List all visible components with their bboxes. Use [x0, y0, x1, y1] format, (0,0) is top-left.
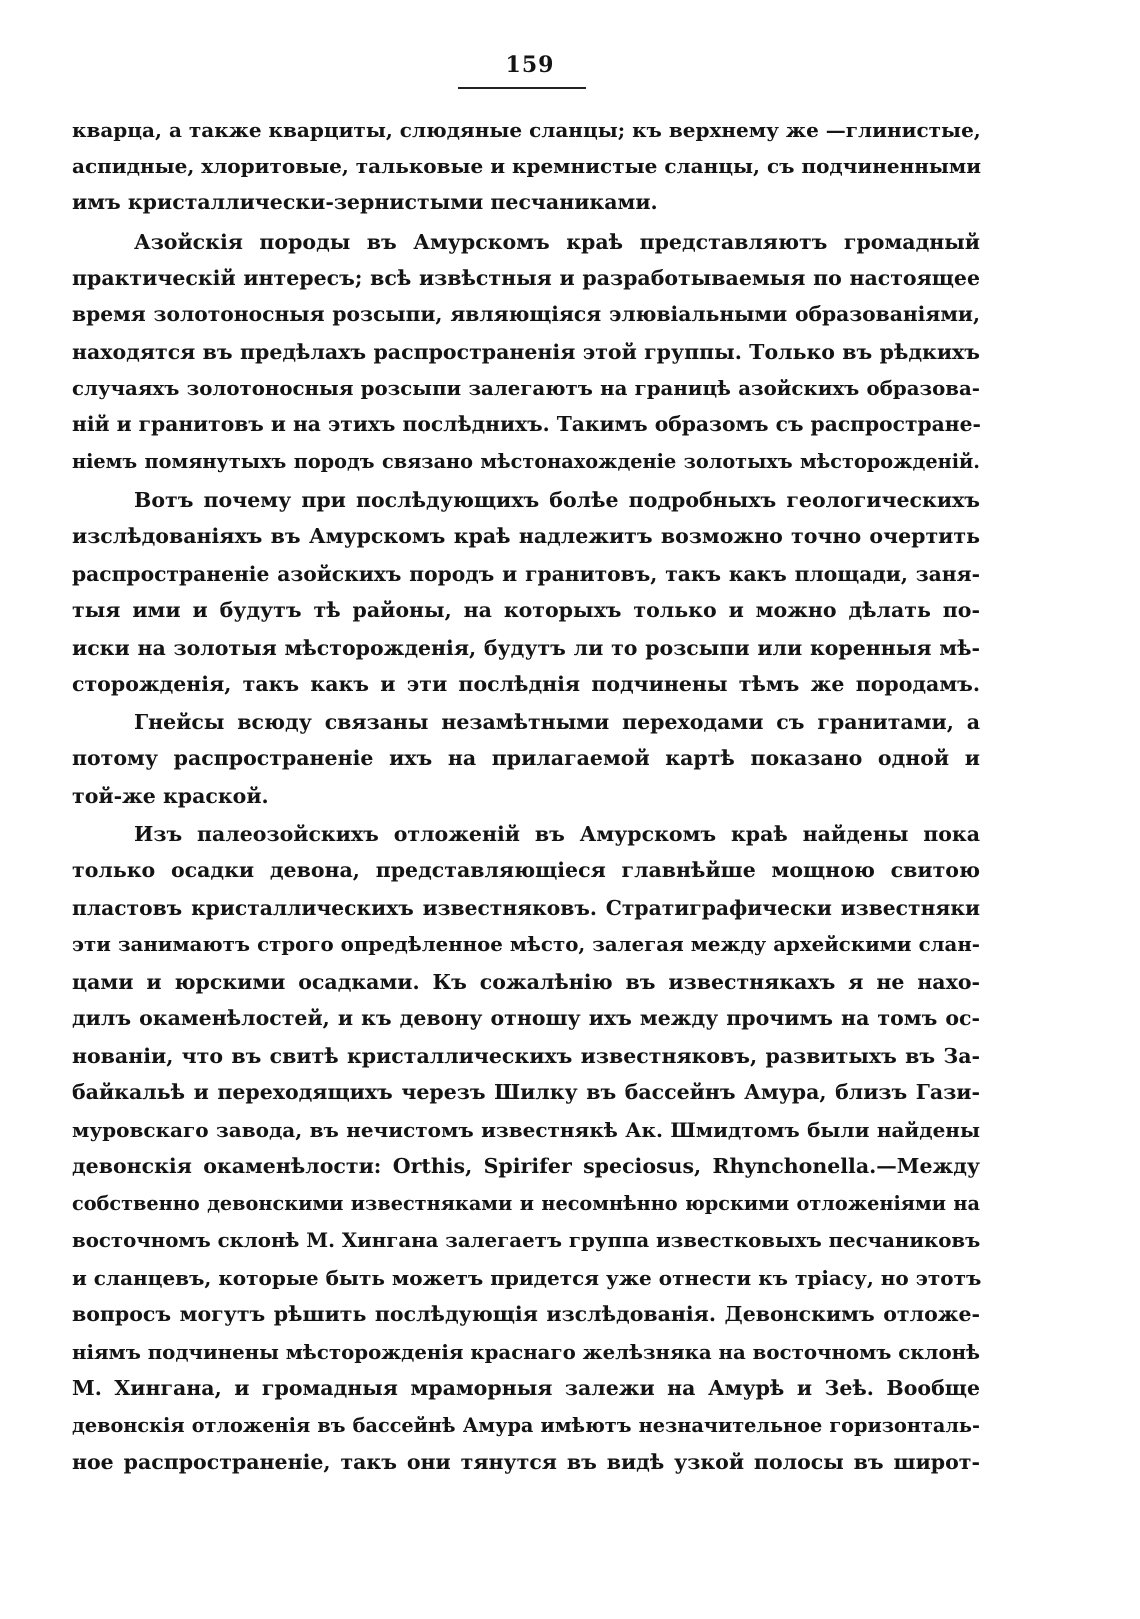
- paragraph-first-line: Изъ палеозойскихъ отложеній въ Амурскомъ краѣ найдены пока: [134, 822, 980, 846]
- page-number-rule: [458, 87, 586, 89]
- text-line: нованіи, что въ свитѣ кристаллическихъ известняковъ, развитыхъ въ За-: [72, 1044, 980, 1068]
- text-line: эти занимаютъ строго опредѣленное мѣсто, залегая между архейскими слан-: [72, 932, 980, 956]
- text-line: и сланцевъ, которые быть можетъ придется уже отнести къ тріасу, но этотъ: [72, 1266, 982, 1290]
- text-line: ній и гранитовъ и на этихъ послѣднихъ. Такимъ образомъ съ распростране-: [72, 412, 981, 436]
- text-line: вопросъ могутъ рѣшить послѣдующія изслѣдованія. Девонскимъ отложе-: [72, 1302, 980, 1326]
- text-line: практическій интересъ; всѣ извѣстныя и разработываемыя по настоящее: [72, 266, 980, 290]
- text-line: изслѣдованіяхъ въ Амурскомъ краѣ надлежитъ возможно точно очертить: [72, 524, 980, 548]
- text-line: байкальѣ и переходящихъ черезъ Шилку въ бассейнъ Амура, близъ Гази-: [72, 1080, 980, 1104]
- text-line: М. Хингана, и громадныя мраморныя залежи на Амурѣ и Зеѣ. Вообще: [72, 1376, 980, 1400]
- text-line: той-же краской.: [72, 784, 269, 808]
- paragraph-first-line: Гнейсы всюду связаны незамѣтными переходами съ гранитами, а: [134, 710, 980, 734]
- paragraph-first-line: Азойскія породы въ Амурскомъ краѣ представляютъ громадный: [134, 230, 980, 254]
- text-line: иски на золотыя мѣсторожденія, будутъ ли то розсыпи или коренныя мѣ-: [72, 636, 980, 660]
- text-line: пластовъ кристаллическихъ известняковъ. Стратиграфически известняки: [72, 896, 980, 920]
- text-line: имъ кристаллически-зернистыми песчаниками.: [72, 190, 658, 214]
- paragraph-first-line: Вотъ почему при послѣдующихъ болѣе подробныхъ геологическихъ: [134, 488, 980, 512]
- text-line: девонскія отложенія въ бассейнѣ Амура имѣютъ незначительное горизонталь-: [72, 1414, 980, 1437]
- text-line: муровскаго завода, въ нечистомъ известнякѣ Ак. Шмидтомъ были найдены: [72, 1118, 980, 1142]
- text-line: потому распространеніе ихъ на прилагаемой картѣ показано одной и: [72, 746, 980, 770]
- text-line: дилъ окаменѣлостей, и къ девону отношу ихъ между прочимъ на томъ ос-: [72, 1006, 980, 1030]
- text-line: находятся въ предѣлахъ распространенія этой группы. Только въ рѣдкихъ: [72, 340, 980, 364]
- text-line: только осадки девона, представляющіеся главнѣйше мощною свитою: [72, 858, 980, 882]
- text-line: цами и юрскими осадками. Къ сожалѣнію въ известнякахъ я не нахо-: [72, 970, 980, 994]
- text-line: собственно девонскими известняками и несомнѣнно юрскими отложеніями на: [72, 1192, 980, 1215]
- text-line: случаяхъ золотоносныя розсыпи залегаютъ на границѣ азойскихъ образова-: [72, 376, 980, 400]
- text-line: сторожденія, такъ какъ и эти послѣднія подчинены тѣмъ же породамъ.: [72, 672, 980, 696]
- text-line: время золотоносныя розсыпи, являющіяся элювіальными образованіями,: [72, 302, 980, 326]
- text-line: девонскія окаменѣлости: Orthis, Spirifer speciosus, Rhynchonella.—Между: [72, 1154, 980, 1178]
- text-line: аспидные, хлоритовые, тальковые и кремнистые сланцы, съ подчиненными: [72, 154, 982, 178]
- text-line: ное распространеніе, такъ они тянутся въ видѣ узкой полосы въ широт-: [72, 1450, 980, 1474]
- text-line: ніемъ помянутыхъ породъ связано мѣстонахожденіе золотыхъ мѣсторожденій.: [72, 450, 980, 473]
- text-line: ніямъ подчинены мѣсторожденія краснаго желѣзняка на восточномъ склонѣ: [72, 1340, 980, 1364]
- text-line: распространеніе азойскихъ породъ и гранитовъ, такъ какъ площади, заня-: [72, 562, 980, 586]
- text-line: кварца, а также кварциты, слюдяные сланцы; къ верхнему же —глинистые,: [72, 118, 981, 142]
- text-line: тыя ими и будутъ тѣ районы, на которыхъ только и можно дѣлать по-: [72, 598, 980, 622]
- text-line: восточномъ склонѣ М. Хингана залегаетъ группа известковыхъ песчаниковъ: [72, 1228, 981, 1252]
- page-number: 159: [505, 52, 555, 78]
